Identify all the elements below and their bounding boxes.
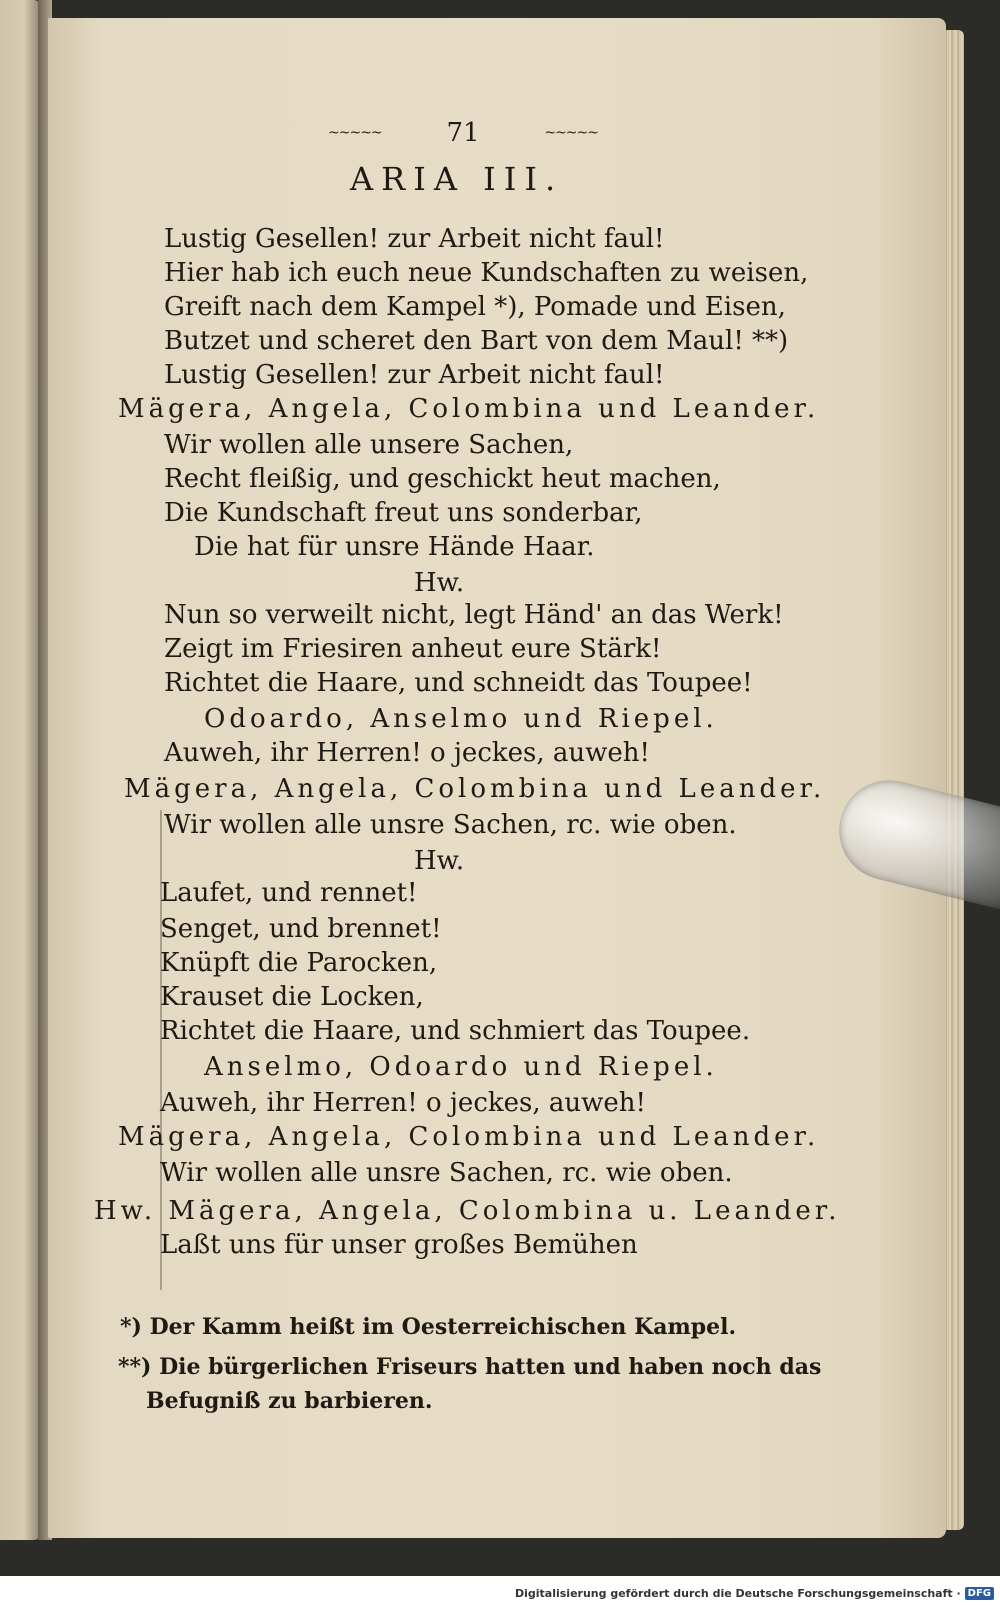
- verse-line: Lustig Gesellen! zur Arbeit nicht faul!: [164, 360, 665, 390]
- verse-line: Senget, und brennet!: [160, 914, 442, 944]
- verse-line: Die Kundschaft freut uns sonderbar,: [164, 498, 643, 528]
- verse-line: Auweh, ihr Herren! o jeckes, auweh!: [160, 1088, 646, 1118]
- verse-line: Auweh, ihr Herren! o jeckes, auweh!: [164, 738, 650, 768]
- left-page-edge: [0, 0, 40, 1540]
- verse-line: Laßt uns für unser großes Bemühen: [160, 1230, 638, 1260]
- footnote: **) Die bürgerlichen Friseurs hatten und haben noch das: [118, 1354, 822, 1380]
- verse-line: Greift nach dem Kampel *), Pomade und Eisen,: [164, 292, 786, 322]
- speaker-line: Hw.: [414, 846, 465, 876]
- speaker-line: Odoardo, Anselmo und Riepel.: [204, 704, 718, 734]
- ornament-left: ~~~~~: [328, 125, 382, 141]
- pencil-margin-line: [160, 810, 162, 1290]
- speaker-line: Anselmo, Odoardo und Riepel.: [204, 1052, 718, 1082]
- verse-line: Laufet, und rennet!: [160, 878, 418, 908]
- verse-line: Die hat für unsre Hände Haar.: [194, 532, 595, 562]
- dfg-logo: DFG: [965, 1587, 994, 1600]
- verse-line: Wir wollen alle unsre Sachen, rc. wie oben.: [164, 810, 737, 840]
- footnote: *) Der Kamm heißt im Oesterreichischen Kampel.: [120, 1314, 737, 1340]
- verse-line: Recht fleißig, und geschickt heut machen,: [164, 464, 721, 494]
- verse-line: Zeigt im Friesiren anheut eure Stärk!: [164, 634, 662, 664]
- speaker-line: Mägera, Angela, Colombina und Leander.: [118, 394, 820, 424]
- verse-line: Nun so verweilt nicht, legt Händ' an das Werk!: [164, 600, 784, 630]
- verse-line: Wir wollen alle unsre Sachen, rc. wie oben.: [160, 1158, 733, 1188]
- verse-line: Wir wollen alle unsere Sachen,: [164, 430, 574, 460]
- aria-title: ARIA III.: [350, 160, 564, 198]
- credit-text: Digitalisierung gefördert durch die Deutsche Forschungsgemeinschaft ·: [514, 1587, 961, 1600]
- footer-strip: [0, 1576, 1000, 1606]
- page-number: 71: [446, 118, 480, 148]
- page-header: [328, 118, 598, 148]
- digitization-credit: [515, 1587, 994, 1600]
- ornament-right: ~~~~~: [544, 125, 598, 141]
- verse-line: Richtet die Haare, und schneidt das Toupee!: [164, 668, 753, 698]
- verse-line: Lustig Gesellen! zur Arbeit nicht faul!: [164, 224, 665, 254]
- speaker-line: Hw.: [414, 568, 465, 598]
- verse-line: Butzet und scheret den Bart von dem Maul! **): [164, 326, 789, 356]
- speaker-line: Hw. Mägera, Angela, Colombina u. Leander.: [94, 1196, 841, 1226]
- speaker-line: Mägera, Angela, Colombina und Leander.: [124, 774, 826, 804]
- verse-line: Knüpft die Parocken,: [160, 948, 438, 978]
- speaker-line: Mägera, Angela, Colombina und Leander.: [118, 1122, 820, 1152]
- verse-line: Hier hab ich euch neue Kundschaften zu weisen,: [164, 258, 809, 288]
- footnote: Befugniß zu barbieren.: [146, 1388, 433, 1414]
- verse-line: Richtet die Haare, und schmiert das Toupee.: [160, 1016, 751, 1046]
- verse-line: Krauset die Locken,: [160, 982, 424, 1012]
